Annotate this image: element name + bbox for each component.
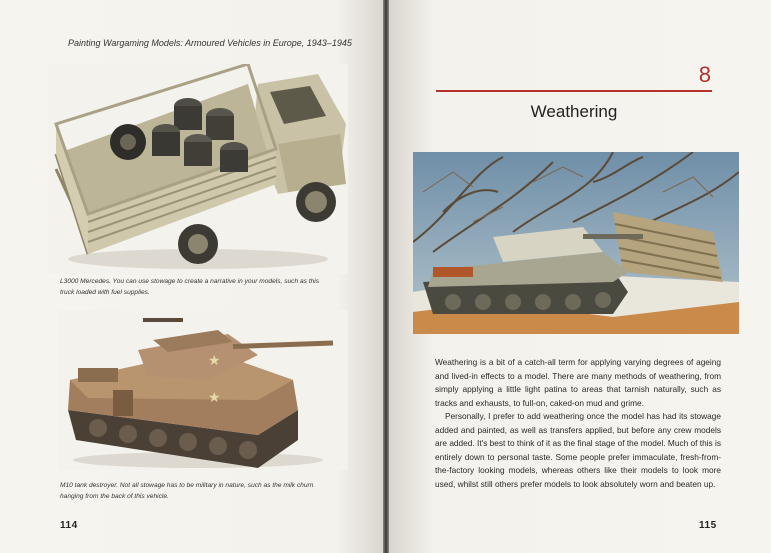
paragraph-1: Weathering is a bit of a catch-all term for applying varying degrees of ageing and lived-in effects to a model. There are many methods of weathering, from simply applying a little light patina to areas that tarnish naturally, such as tracks and exhausts, to full-on, caked-on mud and grime. [435, 357, 721, 408]
truck-photo [48, 64, 348, 274]
chapter-number: 8 [698, 62, 711, 87]
running-head: Painting Wargaming Models: Armoured Vehicles in Europe, 1943–1945 [68, 38, 352, 48]
svg-text:★: ★ [208, 353, 221, 369]
body-text [435, 356, 721, 491]
weathering-photo [413, 152, 739, 334]
page-number-left: 114 [60, 520, 78, 531]
truck-caption: L3000 Mercedes. You can use stowage to create a narrative in your models, such as this truck loaded with fuel supplies. [60, 278, 320, 296]
chapter-rule [436, 90, 712, 92]
chapter-title: Weathering [530, 102, 618, 121]
m10-photo [58, 310, 348, 470]
svg-text:★: ★ [208, 390, 221, 406]
page-number-right: 115 [699, 520, 717, 531]
truck-illustration [48, 64, 348, 274]
diorama-illustration [413, 152, 739, 334]
paragraph-2: Personally, I prefer to add weathering once the model has had its stowage added and painted, as well as transfers applied, but before any crew models are added. It's best to think of it as the final stage of the model. Much of this is entirely down to personal taste. Some people prefer immaculate, fresh-from-the-factory looking models, whereas others like their models to look more used, whilst still others prefer models to look absolutely worn and beaten up. [435, 411, 721, 489]
tank-illustration [58, 310, 348, 470]
right-page [389, 0, 771, 553]
m10-caption: M10 tank destroyer. Not all stowage has to be military in nature, such as the milk churn hanging from the back of this vehicle. [60, 482, 314, 500]
left-page [0, 0, 383, 553]
